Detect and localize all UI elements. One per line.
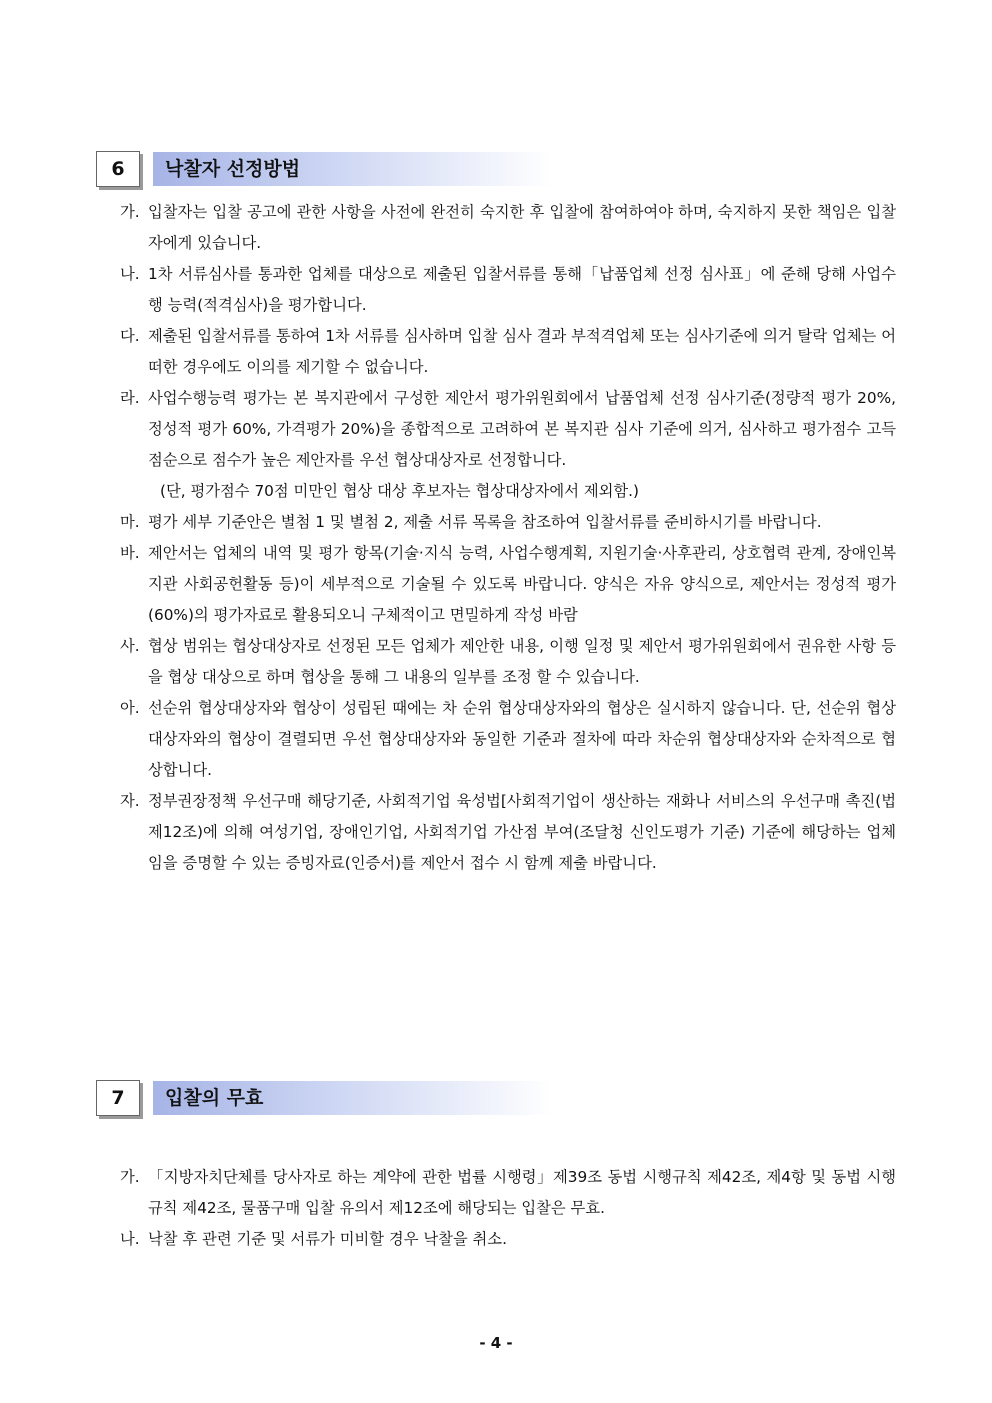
- item-marker: 아.: [120, 699, 140, 717]
- list-item: [120, 507, 896, 538]
- item-text: 제출된 입찰서류를 통하여 1차 서류를 심사하며 입찰 심사 결과 부적격업체 또는 심사기준에 의거 탈락 업체는 어떠한 경우에도 이의를 제기할 수 없습니다.: [148, 327, 896, 376]
- list-item: [120, 631, 896, 693]
- item-marker: 라.: [120, 389, 140, 407]
- item-text: 평가 세부 기준안은 별첨 1 및 별첨 2, 제출 서류 목록을 참조하여 입찰서류를 준비하시기를 바랍니다.: [148, 513, 822, 531]
- item-text: (단, 평가점수 70점 미만인 협상 대상 후보자는 협상대상자에서 제외함.): [160, 482, 639, 500]
- list-item: [120, 321, 896, 383]
- list-item: [120, 383, 896, 476]
- item-marker: 가.: [120, 1168, 140, 1186]
- item-marker: 자.: [120, 792, 140, 810]
- item-marker: 사.: [120, 637, 140, 655]
- list-item: [120, 259, 896, 321]
- list-item: [120, 1162, 896, 1224]
- section-title: 낙찰자 선정방법: [153, 152, 553, 186]
- item-marker: 마.: [120, 513, 140, 531]
- item-marker: 나.: [120, 1230, 140, 1248]
- item-text: 제안서는 업체의 내역 및 평가 항목(기술·지식 능력, 사업수행계획, 지원기술·사후관리, 상호협력 관계, 장애인복지관 사회공헌활동 등)이 세부적으로 기술될 수 있도록 바랍니다. 양식은 자유 양식으로, 제안서는 정성적 평가(60%)의 평가자료로 활용되오니 구체적이고 면밀하게 작성 바람: [148, 544, 896, 624]
- item-marker: 바.: [120, 544, 140, 562]
- item-text: 정부권장정책 우선구매 해당기준, 사회적기업 육성법[사회적기업이 생산하는 재화나 서비스의 우선구매 촉진(법 제12조)에 의해 여성기업, 장애인기업, 사회적기업 가산점 부여(조달청 신인도평가 기준) 기준에 해당하는 업체임을 증명할 수 있는 증빙자료(인증서)를 제안서 접수 시 함께 제출 바랍니다.: [148, 792, 896, 872]
- section-number: 7: [96, 1080, 140, 1116]
- list-item: [120, 693, 896, 786]
- section-7-list: [120, 1162, 896, 1255]
- item-text: 선순위 협상대상자와 협상이 성립된 때에는 차 순위 협상대상자와의 협상은 실시하지 않습니다. 단, 선순위 협상대상자와의 협상이 결렬되면 우선 협상대상자와 동일한 기준과 절차에 따라 차순위 협상대상자와 순차적으로 협상합니다.: [148, 699, 896, 779]
- list-item-note: [120, 476, 896, 507]
- list-item: [120, 786, 896, 879]
- item-text: 1차 서류심사를 통과한 업체를 대상으로 제출된 입찰서류를 통해「납품업체 선정 심사표」에 준해 당해 사업수행 능력(적격심사)을 평가합니다.: [148, 265, 896, 314]
- section-title: 입찰의 무효: [153, 1081, 553, 1115]
- section-6-list: [120, 197, 896, 879]
- section-number: 6: [96, 151, 140, 187]
- item-text: 입찰자는 입찰 공고에 관한 사항을 사전에 완전히 숙지한 후 입찰에 참여하여야 하며, 숙지하지 못한 책임은 입찰자에게 있습니다.: [148, 203, 896, 252]
- item-marker: 다.: [120, 327, 140, 345]
- item-marker: 가.: [120, 203, 140, 221]
- item-text: 「지방자치단체를 당사자로 하는 계약에 관한 법률 시행령」제39조 동법 시행규칙 제42조, 제4항 및 동법 시행규칙 제42조, 물품구매 입찰 유의서 제12조에 해당되는 입찰은 무효.: [148, 1168, 896, 1217]
- item-text: 낙찰 후 관련 기준 및 서류가 미비할 경우 낙찰을 취소.: [148, 1230, 507, 1248]
- item-marker: 나.: [120, 265, 140, 283]
- list-item: [120, 1224, 896, 1255]
- page-number: - 4 -: [479, 1334, 513, 1352]
- list-item: [120, 538, 896, 631]
- item-text: 사업수행능력 평가는 본 복지관에서 구성한 제안서 평가위원회에서 납품업체 선정 심사기준(정량적 평가 20%, 정성적 평가 60%, 가격평가 20%)을 종합적으로 고려하여 본 복지관 심사 기준에 의거, 심사하고 평가점수 고득점순으로 점수가 높은 제안자를 우선 협상대상자로 선정합니다.: [148, 389, 896, 469]
- list-item: [120, 197, 896, 259]
- item-text: 협상 범위는 협상대상자로 선정된 모든 업체가 제안한 내용, 이행 일정 및 제안서 평가위원회에서 권유한 사항 등을 협상 대상으로 하며 협상을 통해 그 내용의 일부를 조정 할 수 있습니다.: [148, 637, 896, 686]
